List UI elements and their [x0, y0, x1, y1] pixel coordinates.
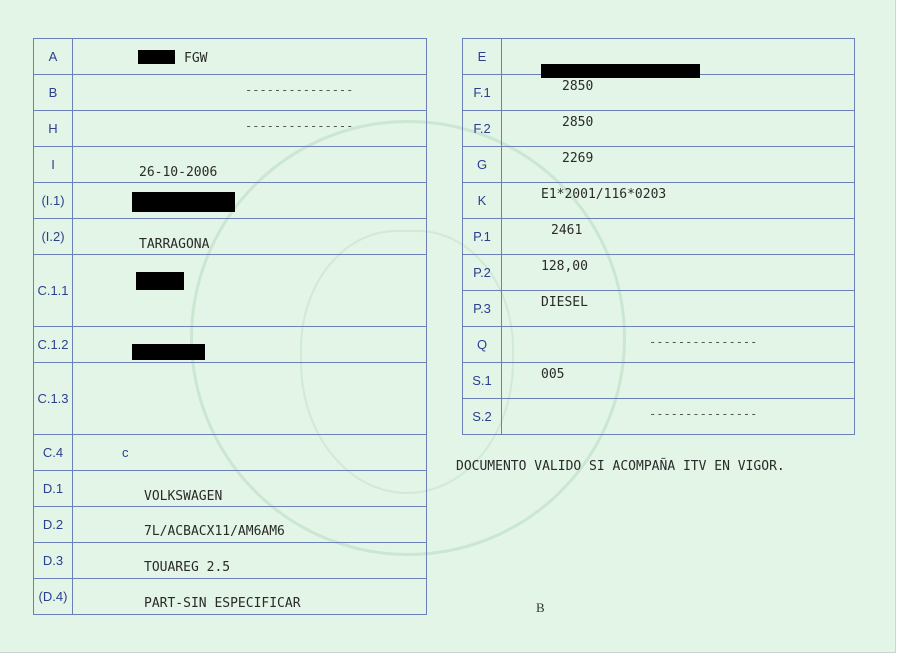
field-value: DIESEL: [541, 295, 588, 310]
field-row-i2: [34, 219, 427, 255]
field-value: 2850: [562, 115, 594, 130]
field-label: (I.2): [34, 219, 73, 255]
right-fields-table: [462, 38, 855, 435]
field-label: P.1: [463, 219, 502, 255]
field-row-d2: [34, 507, 427, 543]
field-value: 2269: [562, 151, 594, 166]
field-value: TOUAREG 2.5: [144, 560, 231, 575]
field-row-a: [34, 39, 427, 75]
field-label: P.2: [463, 255, 502, 291]
field-row-h: [34, 111, 427, 147]
field-row-f2: [463, 111, 855, 147]
field-row-g: [463, 147, 855, 183]
field-row-p3: [463, 291, 855, 327]
field-row-c13: [34, 363, 427, 435]
field-value: PART-SIN ESPECIFICAR: [144, 596, 301, 611]
field-value: TARRAGONA: [139, 237, 210, 252]
field-label: I: [34, 147, 73, 183]
field-value: 005: [541, 367, 565, 382]
field-label: D.2: [34, 507, 73, 543]
field-row-s2: [463, 399, 855, 435]
field-value: VOLKSWAGEN: [144, 489, 223, 504]
field-row-p1: [463, 219, 855, 255]
field-label: S.1: [463, 363, 502, 399]
field-row-i1: [34, 183, 427, 219]
validity-note: DOCUMENTO VALIDO SI ACOMPAÑA ITV EN VIGOR.: [456, 459, 785, 474]
field-row-s1: [463, 363, 855, 399]
field-row-i: [34, 147, 427, 183]
field-label: Q: [463, 327, 502, 363]
field-row-d1: [34, 471, 427, 507]
field-value: ---------------: [649, 335, 758, 349]
field-value: ---------------: [649, 407, 758, 421]
field-row-e: [463, 39, 855, 75]
field-label: G: [463, 147, 502, 183]
field-label: S.2: [463, 399, 502, 435]
field-row-b: [34, 75, 427, 111]
redaction-bar: [136, 272, 184, 290]
field-label: D.3: [34, 543, 73, 579]
field-label: A: [34, 39, 73, 75]
field-label: H: [34, 111, 73, 147]
field-label: F.1: [463, 75, 502, 111]
field-label: C.4: [34, 435, 73, 471]
field-label: B: [34, 75, 73, 111]
field-value: 128,00: [541, 259, 588, 274]
field-value: 2850: [562, 79, 594, 94]
field-label: C.1.2: [34, 327, 73, 363]
field-label: D.1: [34, 471, 73, 507]
field-value: 2461: [551, 223, 583, 238]
field-row-c12: [34, 327, 427, 363]
field-label: C.1.1: [34, 255, 73, 327]
field-row-p2: [463, 255, 855, 291]
field-label: (I.1): [34, 183, 73, 219]
field-row-c11: [34, 255, 427, 327]
field-row-c4: [34, 435, 427, 471]
field-value: ---------------: [245, 119, 354, 133]
field-value: 26-10-2006: [139, 165, 218, 180]
field-label: E: [463, 39, 502, 75]
redaction-bar: [132, 344, 205, 360]
field-label: (D.4): [34, 579, 73, 615]
field-label: K: [463, 183, 502, 219]
footer-letter: B: [536, 600, 545, 615]
field-value: ---------------: [245, 83, 354, 97]
left-fields-table: [33, 38, 427, 615]
redaction-bar: [132, 192, 235, 212]
field-value: FGW: [184, 51, 208, 66]
field-row-f1: [463, 75, 855, 111]
field-row-q: [463, 327, 855, 363]
field-row-d4: [34, 579, 427, 615]
field-value: E1*2001/116*0203: [541, 187, 667, 202]
field-label: P.3: [463, 291, 502, 327]
field-row-k: [463, 183, 855, 219]
redaction-bar: [138, 50, 175, 64]
field-value: 7L/ACBACX11/AM6AM6: [144, 524, 285, 539]
field-row-d3: [34, 543, 427, 579]
field-label: C.1.3: [34, 363, 73, 435]
field-value: c: [122, 445, 129, 460]
field-label: F.2: [463, 111, 502, 147]
